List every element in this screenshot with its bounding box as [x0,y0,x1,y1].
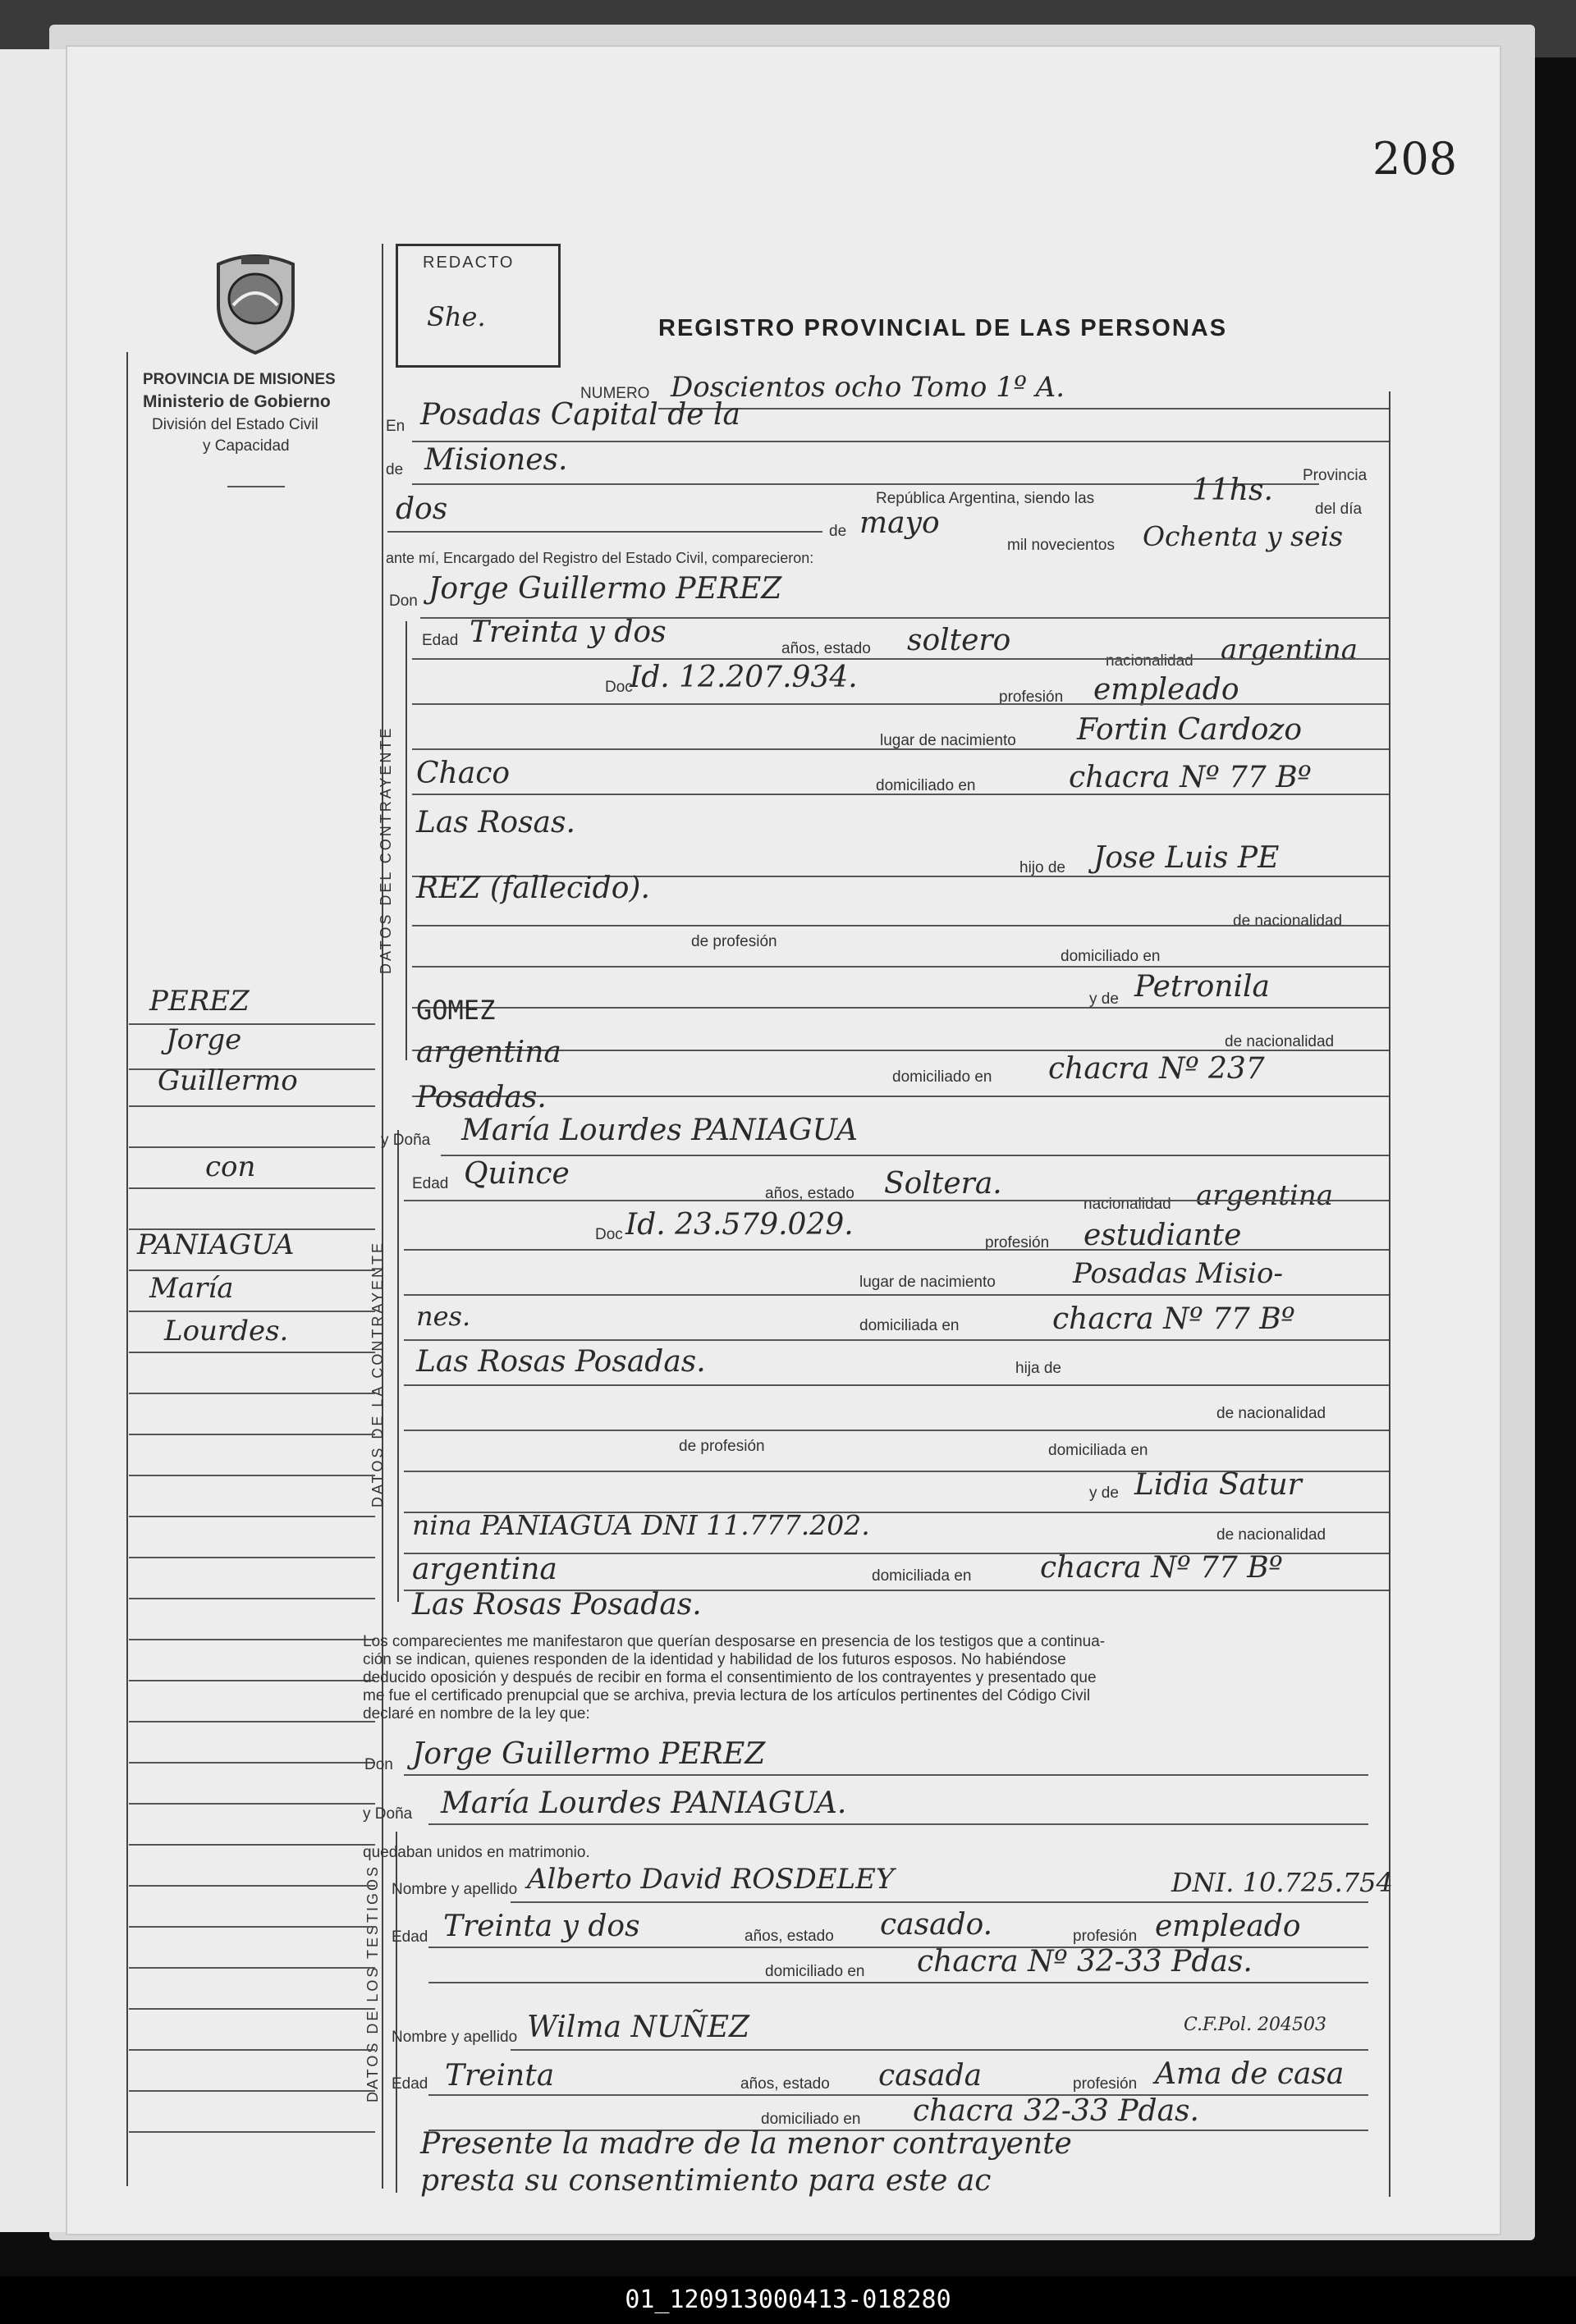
side-label-contrayente: DATOS DEL CONTRAYENTE [378,725,394,974]
c-lugar-line [412,748,1389,750]
decl-quedaban: quedaban unidos en matrimonio. [363,1844,590,1861]
f-prof-value: estudiante [1084,1219,1242,1252]
nota-line-2: presta su consentimiento para este ac [420,2164,992,2198]
margin-rule-inner [382,244,383,2189]
anio-value: Ochenta y seis [1143,520,1344,552]
f-prof-label: profesión [985,1234,1050,1251]
f-hija-label: hija de [1015,1360,1061,1377]
contrayente-bracket [405,621,407,1060]
c-madre-value: Petronila [1134,970,1270,1004]
decl-line-4: me fue el certificado prenupcial que se archiva, previa lectura de los artículos pertinentes del Código Civil [363,1687,1091,1704]
header-province: PROVINCIA DE MISIONES [143,371,336,388]
redacto-value: She. [427,301,486,332]
c-lugar-nac-value2: Chaco [416,757,511,790]
f-domiciliada-label: domiciliada en [1048,1442,1148,1459]
margin-note-line7: Lourdes. [164,1315,289,1347]
t2-doc-value: C.F.Pol. 204503 [1184,2015,1327,2035]
provincia-label: Provincia [1303,467,1368,484]
c-prof-value: empleado [1093,673,1239,707]
margin-note-line4: con [205,1151,256,1183]
margin-rule-outer [126,352,128,2186]
mes-value: mayo [859,506,940,540]
f-de-nac-label: de nacionalidad [1216,1405,1326,1422]
f-dom-line [404,1339,1389,1341]
f-madre-dom-value: chacra Nº 77 Bº [1040,1551,1283,1585]
f-edad-label: Edad [412,1175,449,1192]
f-doc-label: Doc [595,1226,623,1243]
t1-prof-value: empleado [1155,1910,1301,1943]
f-lugar-nac-value: Posadas Misio- [1073,1257,1283,1290]
t2-nombre-value: Wilma NUÑEZ [527,2011,750,2044]
f-dom-value2: Las Rosas Posadas. [416,1345,706,1379]
c-madre-line [412,1007,1389,1009]
c-dom-value2: Las Rosas. [416,806,575,839]
f-doc-value: Id. 23.579.029. [625,1208,854,1242]
c-madre-nac-label: de nacionalidad [1225,1033,1335,1050]
provincia-line [412,483,1319,485]
t1-nombre-line [511,1901,1368,1903]
margin-note-line5: PANIAGUA [137,1228,295,1261]
registry-page [66,45,1501,2235]
side-label-contrayenta: DATOS DE LA CONTRAYENTE [369,1240,386,1507]
t1-dom-value: chacra Nº 32-33 Pdas. [917,1945,1253,1979]
t1-dom-label: domiciliado en [765,1963,865,1980]
decl-don-label: Don [364,1756,393,1773]
c-padre-value: Jose Luis PE [1093,841,1280,875]
decl-line-1: Los comparecientes me manifestaron que querían desposarse en presencia de los testigos que a continua- [363,1633,1106,1650]
t2-edad-value: Treinta [445,2059,555,2093]
f-lugar-nac-value2: nes. [416,1301,471,1332]
c-madre-dom-line [412,1096,1389,1097]
nota-line-1: Presente la madre de la menor contrayente [420,2127,1072,2161]
f-lugar-line [404,1294,1389,1296]
f-nac-label: nacionalidad [1084,1196,1171,1213]
f-madre-nac-value: argentina [412,1553,557,1586]
redacto-label: REDACTO [423,254,515,272]
c-lugar-nac-label: lugar de nacimiento [880,732,1016,749]
t2-edad-line [428,2094,1368,2096]
c-de-prof-label: de profesión [691,933,777,950]
f-estado-value: Soltera. [884,1167,1002,1201]
don-value: Jorge Guillermo PEREZ [428,572,782,606]
f-madre-dom-value2: Las Rosas Posadas. [412,1588,702,1622]
t1-doc-value: DNI. 10.725.754 [1171,1867,1393,1898]
decl-line-5: declaré en nombre de la ley que: [363,1705,590,1722]
f-doc-line [404,1249,1389,1251]
c-nac-value: argentina [1221,634,1358,666]
mil-novecientos-label: mil novecientos [1007,537,1115,554]
c-padre-value2: REZ (fallecido). [416,872,650,905]
f-nac-value: argentina [1196,1179,1334,1212]
t1-prof-label: profesión [1073,1928,1138,1945]
form-rule-right [1389,391,1390,2197]
c-dom-line [412,794,1389,795]
c-madre-dom-label: domiciliado en [892,1068,992,1086]
c-edad-line [412,658,1389,660]
c-nac-label: nacionalidad [1106,652,1193,670]
decl-dona-value: María Lourdes PANIAGUA. [441,1786,847,1820]
side-label-testigos: DATOS DE LOS TESTIGOS [364,1864,381,2102]
don-label: Don [389,592,418,610]
del-dia-label: del día [1315,501,1363,518]
header-ministry: Ministerio de Gobierno [143,392,331,411]
t2-nombre-line [511,2049,1368,2051]
t2-edad-label: Edad [392,2075,428,2093]
c-dom-value: chacra Nº 77 Bº [1069,761,1312,794]
c-madre-value2: GOMEZ [416,995,496,1026]
c-doc-line [412,703,1389,705]
c-doc-value: Id. 12.207.934. [630,661,858,694]
t2-dom-label: domiciliado en [761,2111,861,2128]
decl-dona-line [428,1823,1368,1825]
c-lugar-nac-value: Fortin Cardozo [1077,713,1303,747]
contrayenta-bracket [397,1130,399,1602]
numero-label: NUMERO [580,385,650,402]
t1-nombre-label: Nombre y apellido [392,1881,518,1898]
c-de-nac-label: de nacionalidad [1233,913,1343,930]
header-capacity: y Capacidad [203,437,290,455]
f-madre-value: Lidia Satur [1134,1468,1302,1502]
numero-line [658,408,1389,409]
t2-nombre-label: Nombre y apellido [392,2029,518,2046]
c-estado-value: soltero [907,624,1011,657]
t1-dom-line [428,1982,1368,1983]
f-edad-value: Quince [464,1157,570,1191]
shield-emblem-icon [208,248,303,355]
numero-value: Doscientos ocho Tomo 1º A. [671,371,1065,404]
t2-dom-value: chacra 32-33 Pdas. [913,2094,1199,2128]
decl-don-line [404,1774,1368,1776]
f-padre-line [404,1430,1389,1431]
dona-line [441,1155,1389,1156]
header-division: División del Estado Civil [152,416,318,433]
image-id-footer: 01_120913000413-018280 [0,2276,1576,2324]
decl-dona-label: y Doña [363,1805,413,1823]
c-domiciliado-label: domiciliado en [1061,948,1161,965]
f-y-de-label: y de [1089,1485,1119,1502]
y-dona-label: y Doña [381,1132,431,1149]
c-madre-dom-value2: Posadas. [416,1081,547,1114]
republica-label: República Argentina, siendo las [876,490,1095,507]
t1-edad-value: Treinta y dos [443,1910,640,1943]
f-lugar-nac-label: lugar de nacimiento [859,1274,996,1291]
t2-estado-value: casada [878,2059,983,2093]
c-padre-line [412,925,1389,926]
header-divider [227,486,285,487]
f-edad-line [404,1200,1389,1201]
c-madre-nac-value: argentina [416,1036,561,1069]
dia-value: dos [396,492,448,526]
f-anios-estado-label: años, estado [765,1185,854,1202]
margin-note-line2: Jorge [166,1023,242,1056]
f-dom-label: domiciliada en [859,1317,960,1334]
t2-prof-label: profesión [1073,2075,1138,2093]
c-y-de-label: y de [1089,990,1119,1008]
c-edad-value: Treinta y dos [470,615,667,649]
decl-line-2: ción se indican, quienes responden de la identidad y habilidad de los futuros esposos. No habiéndose [363,1651,1066,1668]
ante-mi-label: ante mí, Encargado del Registro del Estado Civil, comparecieron: [386,550,814,566]
dia-line [387,531,822,533]
f-de-prof-label: de profesión [679,1438,765,1455]
t1-estado-value: casado. [880,1908,993,1942]
en-label: En [386,418,405,435]
hora-value: 11hs. [1192,473,1273,507]
t2-anios-estado-label: años, estado [740,2075,830,2093]
f-madre-value2: nina PANIAGUA DNI 11.777.202. [412,1509,870,1541]
c-edad-label: Edad [422,632,459,649]
page-number: 208 [1372,133,1458,185]
c-prof-label: profesión [999,689,1064,706]
c-madre-dom-value: chacra Nº 237 [1048,1052,1265,1086]
dona-nombre: María Lourdes PANIAGUA [461,1114,858,1147]
t1-nombre-value: Alberto David ROSDELEY [527,1863,895,1896]
t1-anios-estado-label: años, estado [744,1928,834,1945]
c-anios-estado-label: años, estado [781,640,871,657]
t2-prof-value: Ama de casa [1155,2057,1345,2091]
page-title: REGISTRO PROVINCIAL DE LAS PERSONAS [658,315,1228,341]
c-dom-label: domiciliado en [876,777,976,794]
de-mes-label: de [829,523,847,540]
book-left-page-edge [0,49,68,2232]
t1-edad-label: Edad [392,1928,428,1946]
c-prof-line [412,966,1389,968]
decl-don-value: Jorge Guillermo PEREZ [412,1737,766,1771]
margin-note-line6: María [149,1272,234,1305]
margin-note-line3: Guillermo [158,1064,298,1097]
de-label: de [386,461,404,478]
lugar-value: Posadas Capital de la [420,398,741,432]
margin-note-line1: PEREZ [149,985,250,1018]
f-dom-value: chacra Nº 77 Bº [1052,1302,1295,1336]
f-madre-dom-label: domiciliada en [872,1567,972,1585]
provincia-value: Misiones. [424,443,568,477]
c-hijo-label: hijo de [1019,859,1065,876]
decl-line-3: deducido oposición y después de recibir en forma el consentimiento de los contrayentes y presentado que [363,1669,1097,1686]
f-madre-nac-label: de nacionalidad [1216,1526,1326,1544]
c-doc-label: Doc [605,679,633,696]
lugar-line [412,441,1389,442]
f-hija-line [404,1384,1389,1386]
